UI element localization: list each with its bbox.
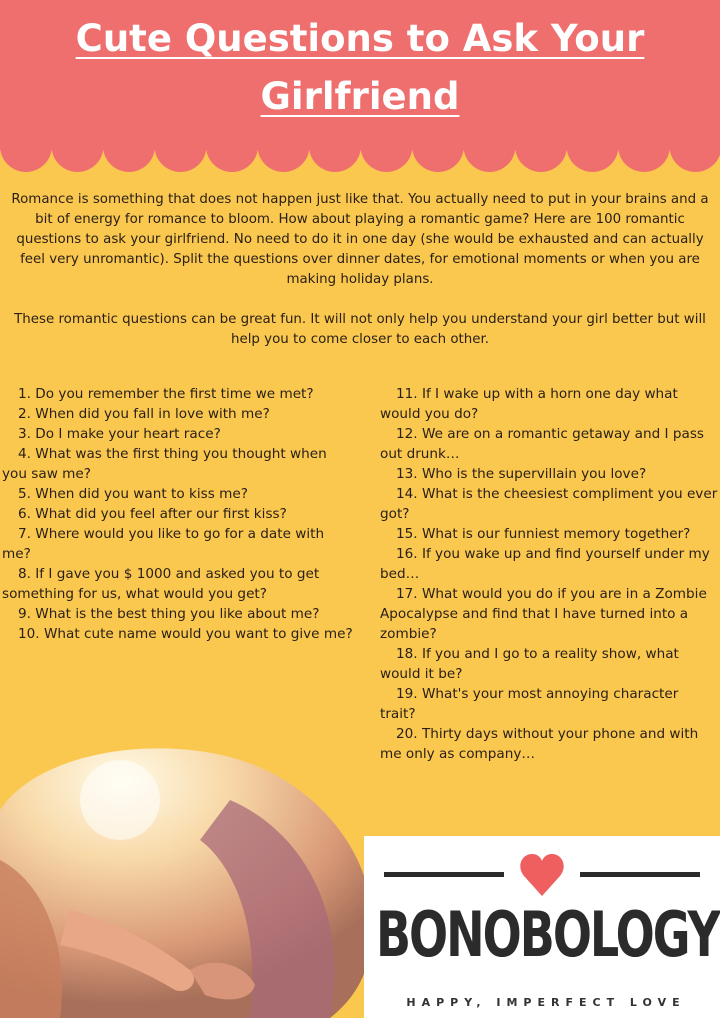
question-item: 9. What is the best thing you like about me? bbox=[18, 606, 320, 622]
intro-paragraph: Romance is something that does not happen just like that. You actually need to put in your brains and a bit of energy for romance to bloom. How about playing a romantic game? Here are 100 romantic questions to ask your girlfriend. No need to do it in one day (she would be exhausted and can actually feel very unromantic). Split the questions over dinner dates, for emotional moments or when you are making holiday plans. bbox=[11, 192, 709, 287]
logo-tagline: HAPPY, IMPERFECT LOVE bbox=[406, 996, 686, 1009]
question-item: 13. Who is the supervillain you love? bbox=[396, 466, 647, 482]
intro-paragraph-2: These romantic questions can be great fun. It will not only help you understand your girl better but will help you to come closer to each other. bbox=[14, 312, 706, 347]
question-item: 17. What would you do if you are in a Zombie Apocalypse and find that I have turned into a zombie? bbox=[380, 586, 707, 642]
question-item: 8. If I gave you $ 1000 and asked you to get something for us, what would you get? bbox=[2, 566, 320, 602]
questions-list-left bbox=[2, 384, 354, 644]
question-item: 19. What's your most annoying character trait? bbox=[380, 686, 679, 722]
question-item: 3. Do I make your heart race? bbox=[18, 426, 221, 442]
logo-wordmark: BONOBOLOGY bbox=[376, 898, 719, 971]
question-item: 4. What was the first thing you thought when you saw me? bbox=[2, 446, 327, 482]
question-item: 6. What did you feel after our first kiss? bbox=[18, 506, 287, 522]
scalloped-edge bbox=[0, 140, 720, 180]
question-item: 5. When did you want to kiss me? bbox=[18, 486, 248, 502]
question-item: 11. If I wake up with a horn one day what would you do? bbox=[380, 386, 678, 422]
question-item: 1. Do you remember the first time we met? bbox=[18, 386, 314, 402]
question-item: 12. We are on a romantic getaway and I pass out drunk… bbox=[380, 426, 704, 462]
couple-holding-hands-photo bbox=[0, 740, 380, 1018]
header-banner bbox=[0, 0, 720, 150]
question-item: 7. Where would you like to go for a date with me? bbox=[2, 526, 325, 562]
questions-list-right bbox=[380, 384, 718, 764]
question-item: 14. What is the cheesiest compliment you ever got? bbox=[380, 486, 718, 522]
page-title: Cute Questions to Ask Your Girlfriend bbox=[75, 17, 645, 118]
question-item: 15. What is our funniest memory together? bbox=[396, 526, 691, 542]
question-item: 2. When did you fall in love with me? bbox=[18, 406, 270, 422]
question-item: 16. If you wake up and find yourself under my bed… bbox=[380, 546, 710, 582]
heart-icon bbox=[520, 854, 563, 896]
question-item: 10. What cute name would you want to give me? bbox=[18, 626, 353, 642]
question-item: 18. If you and I go to a reality show, what would it be? bbox=[380, 646, 679, 682]
question-item: 20. Thirty days without your phone and with me only as company… bbox=[380, 726, 699, 762]
